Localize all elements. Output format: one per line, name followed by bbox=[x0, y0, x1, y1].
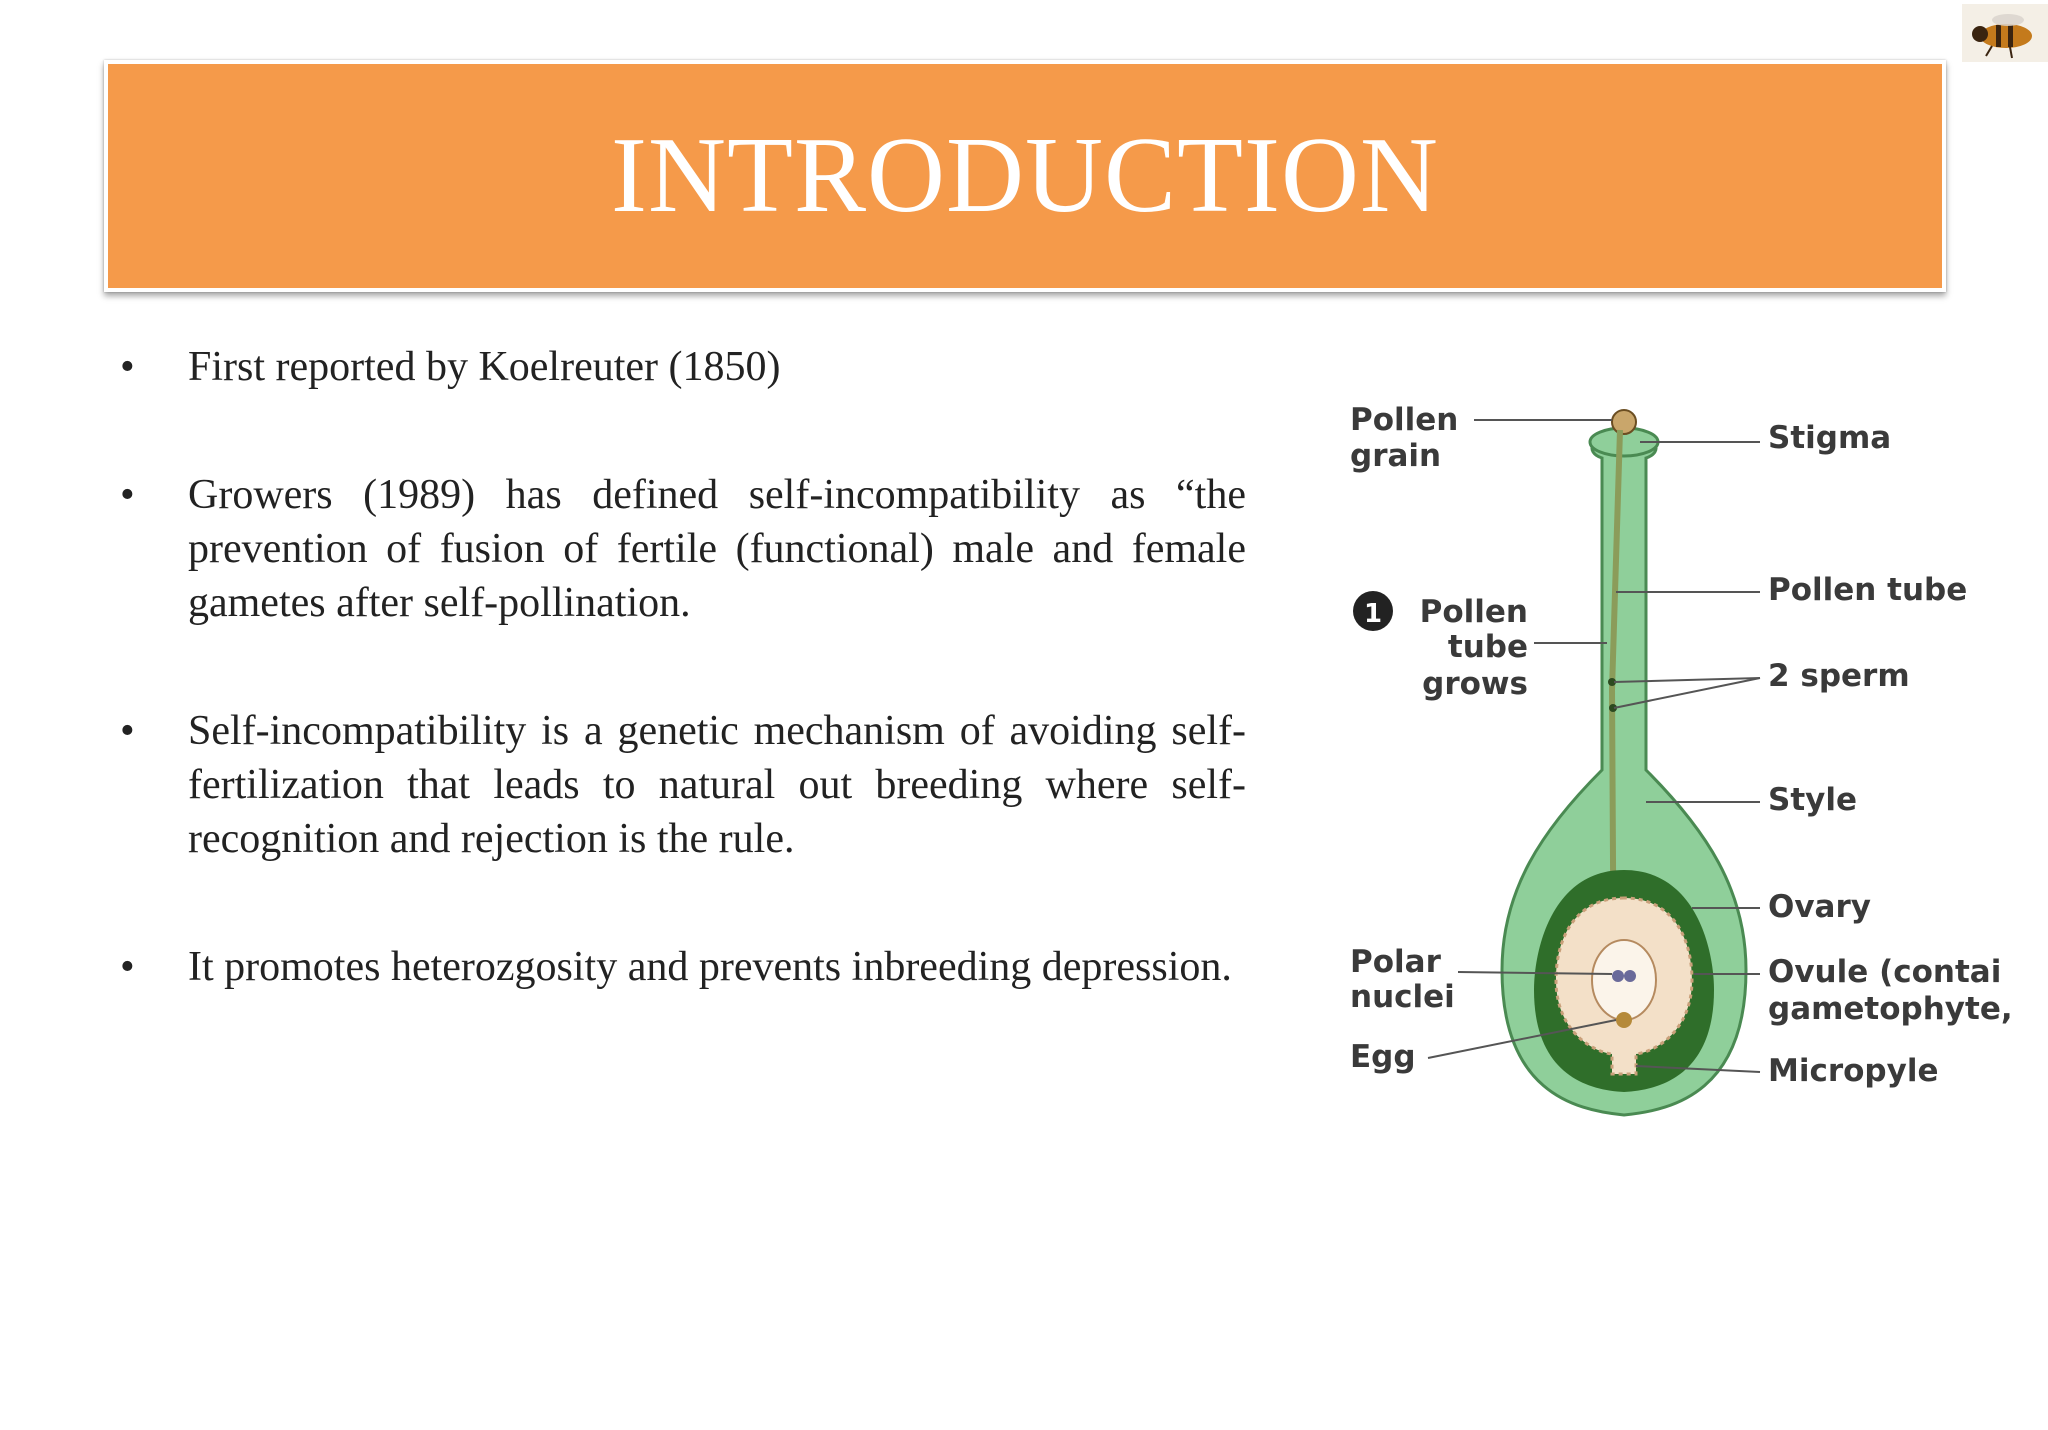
bullet-item: • It promotes heterozgosity and prevents inbreeding depression. bbox=[110, 940, 1246, 994]
label-pollen-grain-1: Pollen bbox=[1350, 402, 1459, 438]
bullet-item: • Self-incompatibility is a genetic mechanism of avoiding self-fertilization that leads to natural out breeding where self-recognition and rejection is the rule. bbox=[110, 704, 1246, 866]
label-grows-3: grows bbox=[1422, 666, 1528, 702]
label-ovary: Ovary bbox=[1768, 889, 1871, 925]
embryo-sac bbox=[1592, 940, 1656, 1020]
label-ovule-2: gametophyte, bbox=[1768, 991, 2013, 1027]
label-micropyle: Micropyle bbox=[1768, 1053, 1939, 1089]
pistil-diagram bbox=[1312, 330, 2048, 1425]
egg-shape bbox=[1616, 1012, 1632, 1028]
step-number: 1 bbox=[1363, 599, 1383, 629]
label-grows-1: Pollen bbox=[1419, 594, 1528, 630]
pistil-diagram-svg bbox=[1312, 330, 2048, 1425]
bullet-item: • Growers (1989) has defined self-incompatibility as “the prevention of fusion of fertile (functional) male and female gametes after self-pollination. bbox=[110, 468, 1246, 630]
label-stigma: Stigma bbox=[1768, 420, 1892, 456]
title-banner bbox=[104, 60, 1946, 292]
label-ovule-1: Ovule (contai bbox=[1768, 954, 2002, 990]
label-pollen-grain-2: grain bbox=[1350, 438, 1442, 474]
label-pollen-tube: Pollen tube bbox=[1768, 572, 1968, 608]
polar-nuclei-shape bbox=[1624, 970, 1636, 982]
label-style: Style bbox=[1768, 782, 1858, 818]
label-egg: Egg bbox=[1350, 1039, 1416, 1075]
bullet-list bbox=[110, 340, 1246, 994]
bullet-item: • First reported by Koelreuter (1850) bbox=[110, 340, 1246, 394]
label-grows-2: tube bbox=[1447, 629, 1528, 665]
label-sperm: 2 sperm bbox=[1768, 658, 1910, 694]
polar-nuclei-shape bbox=[1612, 970, 1624, 982]
label-polar-1: Polar bbox=[1350, 944, 1441, 980]
label-polar-2: nuclei bbox=[1350, 979, 1455, 1015]
pollen-grain-shape bbox=[1612, 410, 1636, 434]
bee-icon bbox=[1962, 4, 2048, 62]
page-title: INTRODUCTION bbox=[611, 116, 1439, 235]
